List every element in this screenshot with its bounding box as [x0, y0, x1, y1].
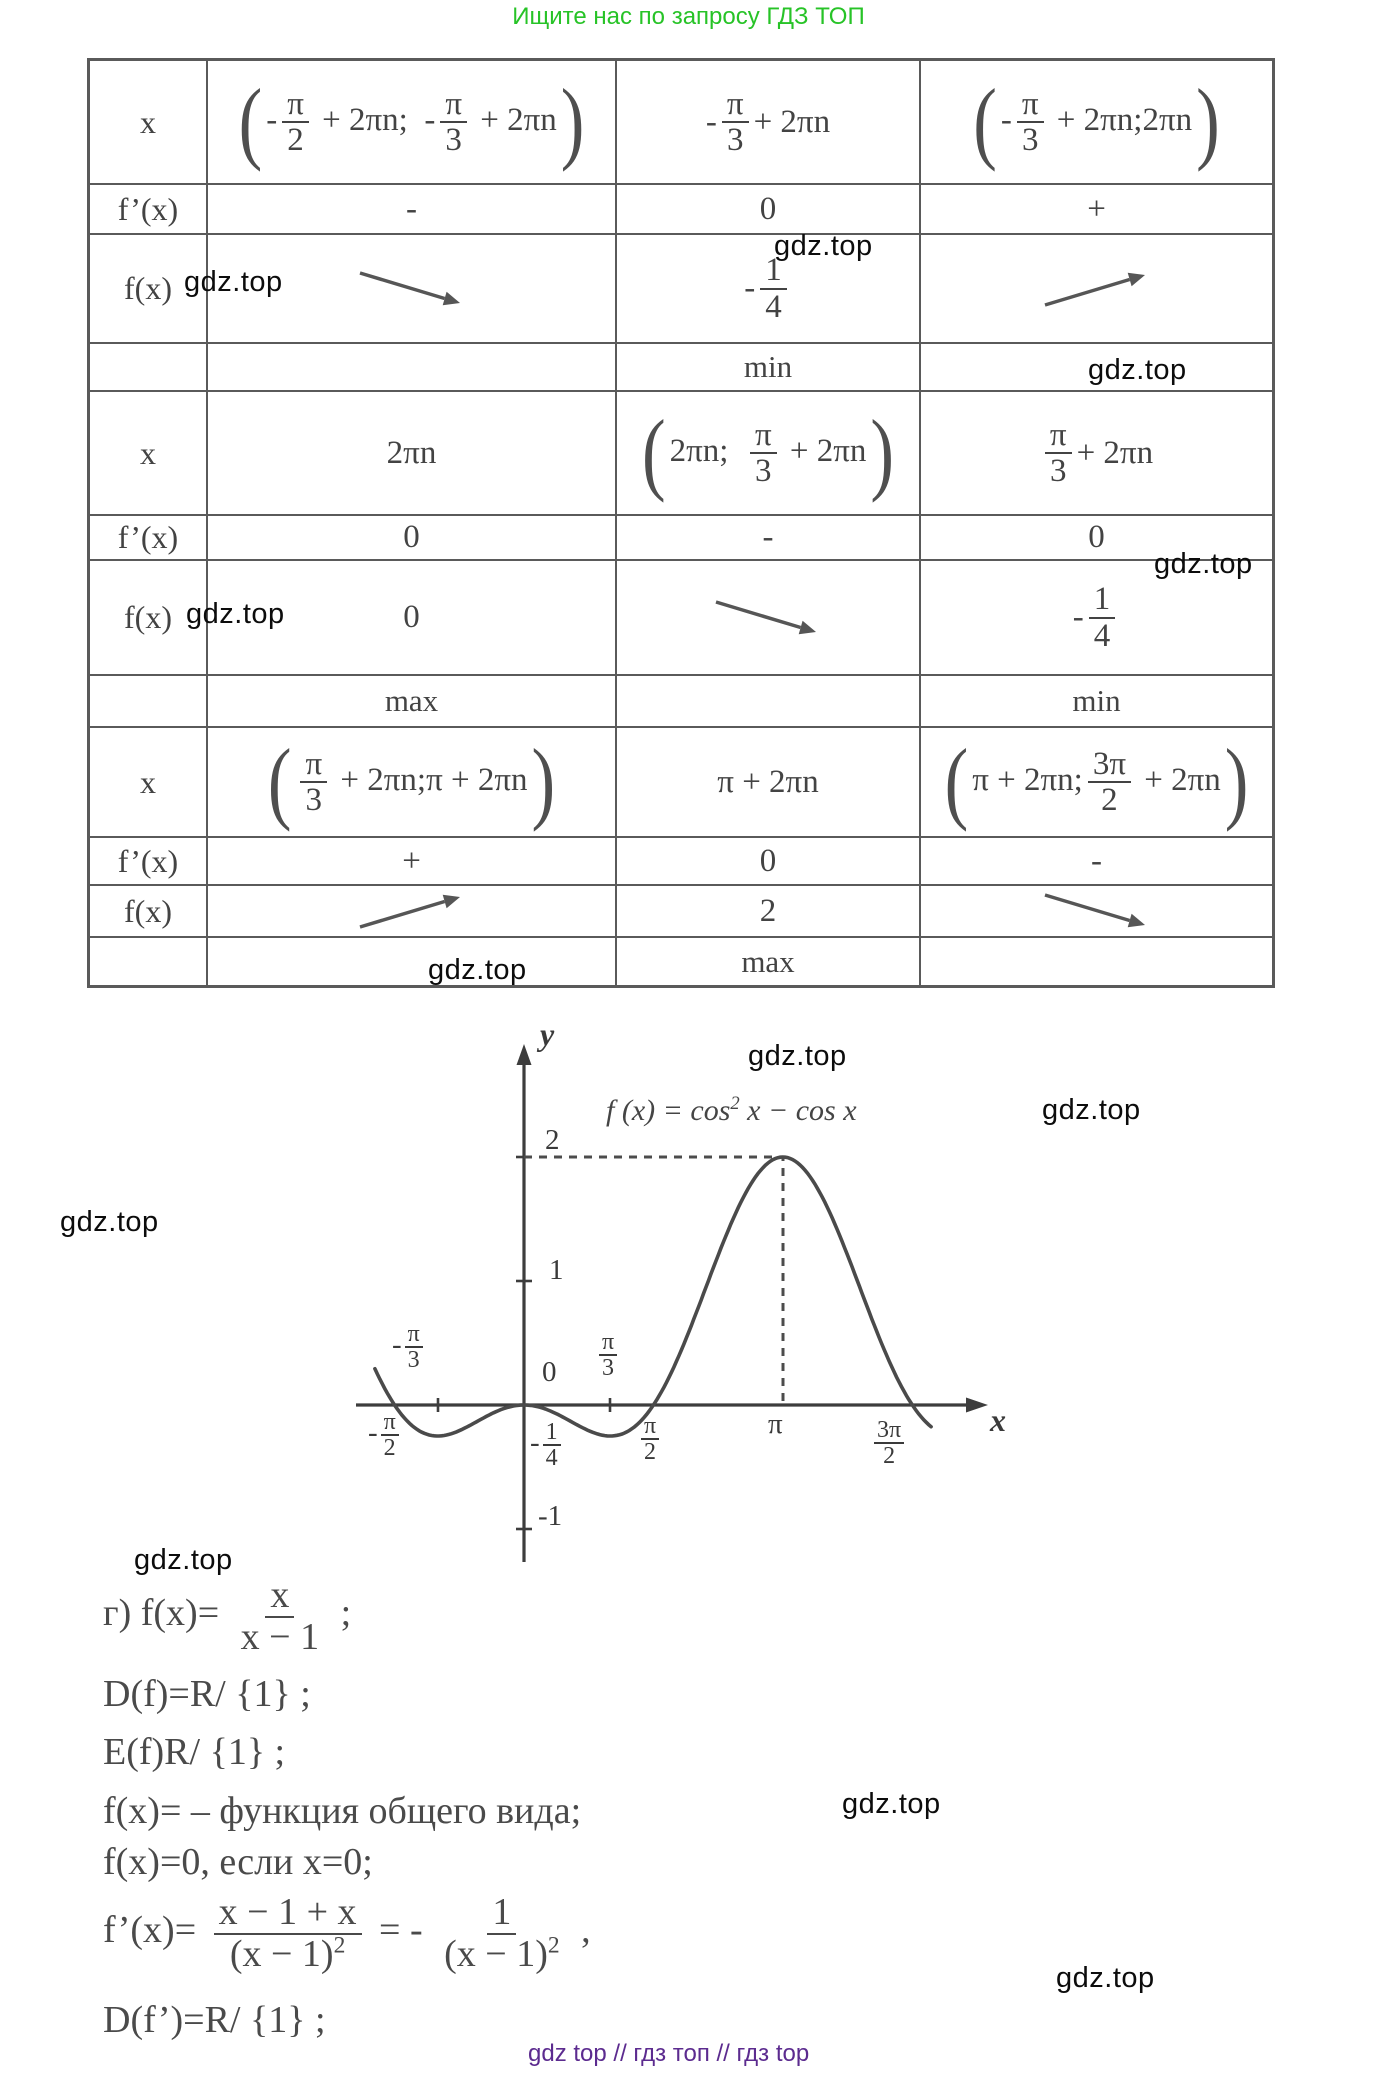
trend-arrow-icon	[356, 889, 468, 933]
solution-line: D(f)=R/ {1} ;	[103, 1673, 311, 1715]
table-cell: - 1 4	[617, 235, 921, 344]
big-paren-open: (	[944, 731, 969, 833]
table-cell: - π 3 + 2πn	[617, 61, 921, 185]
watermark: gdz.top	[134, 1544, 233, 1576]
fraction: $\frac{\pi}{3}$	[598, 1330, 618, 1380]
table-cell	[208, 344, 617, 392]
watermark: gdz.top	[1088, 354, 1187, 386]
big-paren-close: )	[870, 402, 895, 504]
table-cell	[921, 61, 1272, 185]
fraction: $\frac{\pi}{3}$	[750, 418, 777, 489]
row-label	[90, 938, 208, 985]
big-paren-close: )	[1224, 731, 1249, 833]
x-tick-label-pi: π	[768, 1408, 783, 1440]
table-cell: - 1 4	[921, 561, 1272, 676]
fraction: π 3	[1045, 418, 1072, 489]
solution-line: f’(x)= $\frac{x - 1 + x}{(x - 1)^2}$ = - $\frac{1}{(x - 1)^2}$ ,	[103, 1891, 591, 1975]
watermark: gdz.top	[1042, 1094, 1141, 1126]
watermark: gdz.top	[184, 266, 283, 298]
trend-arrow-icon	[1041, 889, 1153, 933]
sign-table	[87, 58, 1275, 988]
table-cell	[617, 392, 921, 516]
watermark: gdz.top	[842, 1788, 941, 1820]
row-label: x	[90, 61, 208, 185]
table-cell	[617, 676, 921, 728]
table-cell: -	[208, 185, 617, 235]
min-value-label: - $\frac{1}{4}$	[530, 1420, 564, 1470]
table-cell: +	[208, 838, 617, 886]
row-label: f’(x)	[90, 516, 208, 561]
table-cell: π + 2πn	[617, 728, 921, 838]
function-label: f $(x) = \cos^2 x - \cos x$	[606, 1093, 857, 1127]
row-label	[90, 676, 208, 728]
table-cell: +	[921, 185, 1272, 235]
solution-line: f(x)=0, если x=0;	[103, 1841, 373, 1883]
watermark: gdz.top	[186, 598, 285, 630]
trend-arrow-down-cell	[921, 886, 1272, 938]
table-cell: max	[208, 676, 617, 728]
footer-watermark: gdz top // гдз топ // гдз top	[528, 2040, 810, 2067]
trend-arrow-icon	[712, 596, 824, 640]
table-cell: min	[617, 344, 921, 392]
y-tick-label-2: 2	[545, 1124, 560, 1156]
trend-arrow-up-cell	[208, 886, 617, 938]
row-label: f’(x)	[90, 838, 208, 886]
fraction: $\frac{3\pi}{2}$	[1088, 747, 1131, 818]
big-paren-open: (	[641, 402, 666, 504]
fraction: $\frac{x}{x - 1}$	[240, 1574, 320, 1658]
interval-text: - $\frac{\pi}{3}$ + 2πn;2πn	[1000, 85, 1193, 158]
table-cell: min	[921, 676, 1272, 728]
trend-arrow-down-cell	[617, 561, 921, 676]
watermark: gdz.top	[60, 1206, 159, 1238]
trend-arrow-icon	[356, 267, 468, 311]
interval-text: π + 2πn; $\frac{3\pi}{2}$ + 2πn	[972, 745, 1221, 818]
table-cell: 0	[617, 185, 921, 235]
fraction: $\frac{\pi}{2}$	[380, 1410, 400, 1460]
row-label	[90, 344, 208, 392]
table-cell: π 3 + 2πn	[921, 392, 1272, 516]
row-label: x	[90, 728, 208, 838]
x-tick-label-pi-3	[596, 1330, 620, 1380]
watermark: gdz.top	[748, 1040, 847, 1072]
x-tick-label-neg-pi-3: - $\frac{\pi}{3}$	[392, 1322, 426, 1372]
watermark: gdz.top	[774, 230, 873, 262]
y-axis-arrow-icon	[517, 1044, 532, 1065]
x-tick-label-pi-2	[638, 1414, 662, 1464]
fraction: $\frac{\pi}{2}$	[282, 87, 309, 158]
fraction: $\frac{\pi}{3}$	[404, 1322, 424, 1372]
fraction: $\frac{1}{(x - 1)^2}$	[444, 1891, 560, 1975]
table-cell: 0	[208, 516, 617, 561]
interval-text: 2πn; $\frac{\pi}{3}$ + 2πn	[669, 416, 867, 489]
solution-line: f(x)= – функция общего вида;	[103, 1790, 582, 1832]
big-paren-open: (	[973, 71, 997, 173]
function-curve	[375, 1157, 931, 1436]
y-axis-label: y	[540, 1016, 555, 1052]
solution-line: г) f(x)= $\frac{x}{x - 1}$ ;	[103, 1574, 352, 1658]
trend-arrow-up-cell	[921, 235, 1272, 344]
origin-label: 0	[542, 1356, 557, 1388]
x-tick-label-neg-pi-2: - $\frac{\pi}{2}$	[368, 1410, 402, 1460]
fraction: π 3	[722, 87, 749, 158]
table-cell	[208, 61, 617, 185]
table-cell	[208, 728, 617, 838]
table-cell	[921, 728, 1272, 838]
fraction: $\frac{\pi}{3}$	[440, 87, 467, 158]
y-tick-label-neg1: -1	[538, 1500, 563, 1532]
table-cell: -	[617, 516, 921, 561]
row-label: f(x)	[90, 886, 208, 938]
fraction: $\frac{\pi}{2}$	[640, 1414, 660, 1464]
big-paren-close: )	[531, 731, 556, 833]
big-paren-open: (	[267, 731, 292, 833]
table-cell: 0	[617, 838, 921, 886]
solution-line: D(f’)=R/ {1} ;	[103, 1999, 326, 2041]
interval-text: - $\frac{\pi}{2}$ + 2πn; - $\frac{\pi}{3}$ + 2πn	[266, 85, 557, 158]
table-cell: -	[921, 838, 1272, 886]
table-cell: 0	[208, 561, 617, 676]
table-cell	[921, 938, 1272, 985]
fraction: $\frac{\pi}{3}$	[1017, 87, 1044, 158]
fraction: $\frac{\pi}{3}$	[300, 747, 327, 818]
big-paren-close: )	[560, 71, 585, 173]
interval-text: $\frac{\pi}{3}$ + 2πn;π + 2πn	[295, 747, 527, 818]
x-axis-label: x	[990, 1402, 1006, 1438]
fraction: $\frac{x - 1 + x}{(x - 1)^2}$	[214, 1893, 362, 1974]
trend-arrow-icon	[1041, 267, 1153, 311]
fraction: $\frac{3\pi}{2}$	[874, 1418, 904, 1468]
big-paren-open: (	[238, 71, 263, 173]
table-cell	[208, 938, 617, 985]
row-label: f(x)	[90, 235, 208, 344]
solution-line: E(f)R/ {1} ;	[103, 1731, 286, 1773]
y-tick-label-1: 1	[549, 1254, 564, 1286]
big-paren-close: )	[1196, 71, 1220, 173]
x-tick-label-3pi-2	[872, 1418, 906, 1468]
watermark: gdz.top	[1154, 548, 1253, 580]
table-cell: max	[617, 938, 921, 985]
table-cell: 2	[617, 886, 921, 938]
fraction: 1 4	[760, 253, 787, 324]
x-axis-arrow-icon	[966, 1398, 988, 1413]
row-label: x	[90, 392, 208, 516]
watermark: gdz.top	[1056, 1962, 1155, 1994]
table-cell: 0	[921, 516, 1272, 561]
row-label: f’(x)	[90, 185, 208, 235]
fraction: 1 4	[1089, 582, 1116, 653]
table-cell: 2πn	[208, 392, 617, 516]
fraction: $\frac{1}{4}$	[542, 1420, 562, 1470]
promo-banner: Ищите нас по запросу ГДЗ ТОП	[512, 3, 865, 30]
watermark: gdz.top	[428, 954, 527, 986]
row-label: f(x)	[90, 561, 208, 676]
